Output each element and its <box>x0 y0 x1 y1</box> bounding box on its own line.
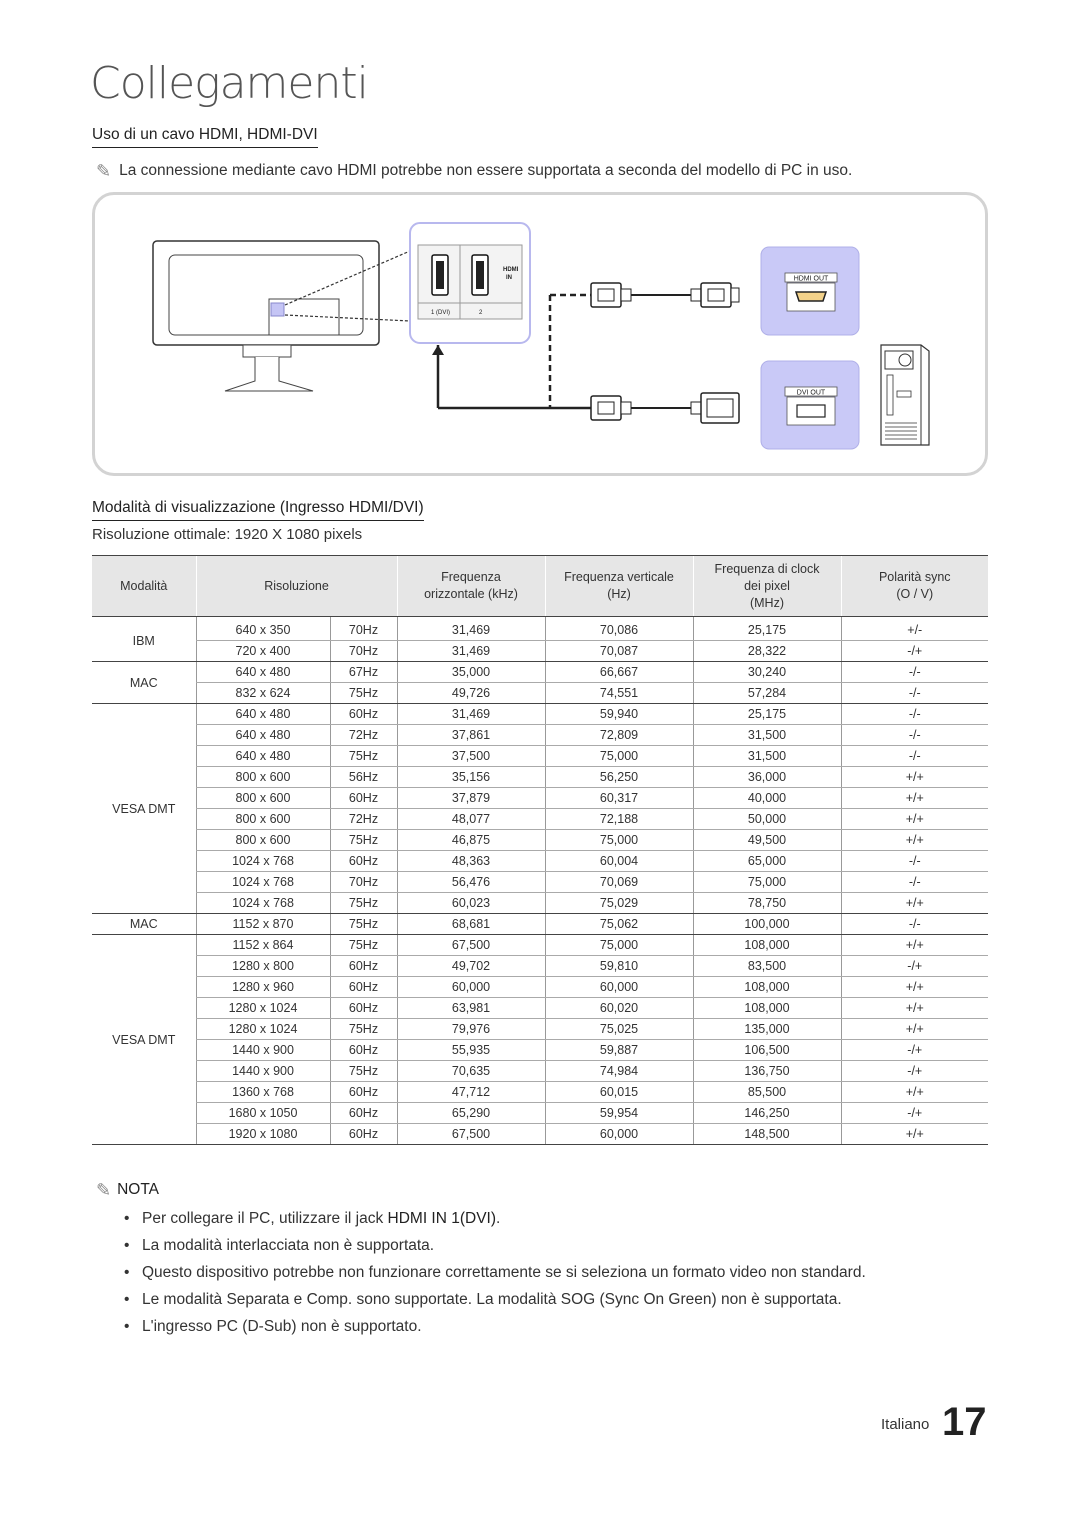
table-row <box>92 977 988 998</box>
hdmi-cable <box>591 283 739 307</box>
hz-cell: 56Hz <box>330 767 397 788</box>
vfreq-cell: 60,000 <box>545 977 693 998</box>
display-modes-table <box>92 555 988 1145</box>
vfreq-cell: 60,015 <box>545 1082 693 1103</box>
table-row <box>92 1082 988 1103</box>
header-hfreq-line1: Frequenza <box>441 570 501 584</box>
hz-cell: 70Hz <box>330 641 397 662</box>
clock-cell: 49,500 <box>693 830 841 851</box>
sync-cell: +/+ <box>841 1019 988 1040</box>
vfreq-cell: 72,188 <box>545 809 693 830</box>
sync-cell: -/- <box>841 662 988 683</box>
table-row <box>92 1040 988 1061</box>
resolution-cell: 1280 x 800 <box>196 956 330 977</box>
sync-cell: +/+ <box>841 1082 988 1103</box>
pencil-note-icon: ✎ <box>96 1180 112 1200</box>
hz-cell: 60Hz <box>330 1040 397 1061</box>
vfreq-cell: 59,940 <box>545 704 693 725</box>
table-row <box>92 893 988 914</box>
notes-list <box>120 1208 1000 1343</box>
vfreq-cell: 70,087 <box>545 641 693 662</box>
header-vfreq-line1: Frequenza verticale <box>564 570 674 584</box>
sync-cell: +/+ <box>841 998 988 1019</box>
hz-cell: 60Hz <box>330 851 397 872</box>
hfreq-cell: 67,500 <box>397 1124 545 1145</box>
table-header-row <box>92 556 988 617</box>
table-row <box>92 683 988 704</box>
vfreq-cell: 60,004 <box>545 851 693 872</box>
clock-cell: 100,000 <box>693 914 841 935</box>
resolution-cell: 640 x 350 <box>196 617 330 641</box>
header-sync <box>841 556 988 617</box>
header-sync-line1: Polarità sync <box>878 570 951 584</box>
hfreq-cell: 31,469 <box>397 704 545 725</box>
resolution-cell: 640 x 480 <box>196 746 330 767</box>
hz-cell: 60Hz <box>330 1124 397 1145</box>
hz-cell: 67Hz <box>330 662 397 683</box>
resolution-cell: 800 x 600 <box>196 767 330 788</box>
hfreq-cell: 60,000 <box>397 977 545 998</box>
hfreq-cell: 46,875 <box>397 830 545 851</box>
table-row <box>92 830 988 851</box>
resolution-cell: 640 x 480 <box>196 704 330 725</box>
nota-heading-text: NOTA <box>117 1181 159 1198</box>
vfreq-cell: 74,984 <box>545 1061 693 1082</box>
hfreq-cell: 37,500 <box>397 746 545 767</box>
sync-cell: +/+ <box>841 809 988 830</box>
table-row <box>92 767 988 788</box>
clock-cell: 25,175 <box>693 704 841 725</box>
vfreq-cell: 75,000 <box>545 830 693 851</box>
table-row <box>92 998 988 1019</box>
clock-cell: 108,000 <box>693 977 841 998</box>
clock-cell: 65,000 <box>693 851 841 872</box>
hdmi-in-label-line1: HDMI <box>503 267 519 273</box>
table-row <box>92 1019 988 1040</box>
hz-cell: 72Hz <box>330 809 397 830</box>
monitor-illustration <box>153 241 410 391</box>
mode-group-label: VESA DMT <box>92 704 196 914</box>
monitor-port-panel <box>410 223 530 343</box>
resolution-cell: 1152 x 870 <box>196 914 330 935</box>
table-row <box>92 725 988 746</box>
display-modes-body <box>92 617 988 1145</box>
table-row <box>92 809 988 830</box>
hz-cell: 75Hz <box>330 914 397 935</box>
list-item: • Questo dispositivo potrebbe non funzionare correttamente se si seleziona un formato video non standard. <box>120 1262 1000 1289</box>
connection-diagram <box>92 192 988 476</box>
resolution-cell: 1360 x 768 <box>196 1082 330 1103</box>
header-clock <box>693 556 841 617</box>
resolution-cell: 800 x 600 <box>196 830 330 851</box>
clock-cell: 57,284 <box>693 683 841 704</box>
vfreq-cell: 56,250 <box>545 767 693 788</box>
sync-cell: -/+ <box>841 641 988 662</box>
hfreq-cell: 35,000 <box>397 662 545 683</box>
hz-cell: 60Hz <box>330 977 397 998</box>
sync-cell: -/- <box>841 746 988 767</box>
clock-cell: 136,750 <box>693 1061 841 1082</box>
pencil-note-icon: ✎ <box>96 161 112 181</box>
resolution-cell: 1280 x 1024 <box>196 998 330 1019</box>
clock-cell: 40,000 <box>693 788 841 809</box>
header-vfreq <box>545 556 693 617</box>
hfreq-cell: 49,726 <box>397 683 545 704</box>
sync-cell: -/- <box>841 704 988 725</box>
vfreq-cell: 60,317 <box>545 788 693 809</box>
resolution-cell: 640 x 480 <box>196 662 330 683</box>
hfreq-cell: 37,861 <box>397 725 545 746</box>
hdmi-support-note-text: La connessione mediante cavo HDMI potrebbe non essere supportata a seconda del modello di PC in uso. <box>119 162 853 179</box>
resolution-cell: 1440 x 900 <box>196 1040 330 1061</box>
hfreq-cell: 31,469 <box>397 641 545 662</box>
sync-cell: +/+ <box>841 935 988 956</box>
table-row <box>92 662 988 683</box>
note-1-post: . <box>496 1210 501 1227</box>
hfreq-cell: 48,077 <box>397 809 545 830</box>
sync-cell: -/- <box>841 914 988 935</box>
clock-cell: 28,322 <box>693 641 841 662</box>
hfreq-cell: 70,635 <box>397 1061 545 1082</box>
vfreq-cell: 75,025 <box>545 1019 693 1040</box>
vfreq-cell: 75,000 <box>545 746 693 767</box>
header-clock-line3: (MHz) <box>749 595 784 610</box>
hz-cell: 60Hz <box>330 704 397 725</box>
hz-cell: 75Hz <box>330 683 397 704</box>
pc-tower-illustration <box>881 345 929 445</box>
resolution-cell: 1440 x 900 <box>196 1061 330 1082</box>
header-hfreq <box>397 556 545 617</box>
hz-cell: 72Hz <box>330 725 397 746</box>
sync-cell: +/+ <box>841 788 988 809</box>
sync-cell: -/+ <box>841 1040 988 1061</box>
sync-cell: +/+ <box>841 830 988 851</box>
clock-cell: 146,250 <box>693 1103 841 1124</box>
hfreq-cell: 31,469 <box>397 617 545 641</box>
vfreq-cell: 75,062 <box>545 914 693 935</box>
resolution-cell: 1024 x 768 <box>196 893 330 914</box>
mode-group-label: VESA DMT <box>92 935 196 1145</box>
sync-cell: +/+ <box>841 977 988 998</box>
vfreq-cell: 59,810 <box>545 956 693 977</box>
list-item: • La modalità interlacciata non è supportata. <box>120 1235 1000 1262</box>
hz-cell: 75Hz <box>330 1019 397 1040</box>
resolution-cell: 640 x 480 <box>196 725 330 746</box>
table-row <box>92 956 988 977</box>
sync-cell: +/+ <box>841 767 988 788</box>
table-row <box>92 914 988 935</box>
table-row <box>92 617 988 641</box>
table-row <box>92 1061 988 1082</box>
sync-cell: +/+ <box>841 1124 988 1145</box>
hfreq-cell: 55,935 <box>397 1040 545 1061</box>
resolution-cell: 800 x 600 <box>196 809 330 830</box>
hz-cell: 60Hz <box>330 998 397 1019</box>
vfreq-cell: 72,809 <box>545 725 693 746</box>
hz-cell: 70Hz <box>330 617 397 641</box>
nota-heading <box>96 1181 159 1199</box>
hfreq-cell: 37,879 <box>397 788 545 809</box>
vfreq-cell: 70,069 <box>545 872 693 893</box>
hz-cell: 60Hz <box>330 1103 397 1124</box>
pc-dvi-out-panel <box>761 361 859 449</box>
sync-cell: -/+ <box>841 1061 988 1082</box>
optimal-resolution: Risoluzione ottimale: 1920 X 1080 pixels <box>92 526 363 543</box>
clock-cell: 31,500 <box>693 725 841 746</box>
vfreq-cell: 70,086 <box>545 617 693 641</box>
hfreq-cell: 63,981 <box>397 998 545 1019</box>
list-item: • L'ingresso PC (D-Sub) non è supportato. <box>120 1316 1000 1343</box>
resolution-cell: 1680 x 1050 <box>196 1103 330 1124</box>
header-hfreq-line2: orizzontale (kHz) <box>424 587 518 601</box>
hfreq-cell: 48,363 <box>397 851 545 872</box>
clock-cell: 83,500 <box>693 956 841 977</box>
hz-cell: 70Hz <box>330 872 397 893</box>
page-title: Collegamenti <box>90 58 368 109</box>
hdmi-dvi-cable <box>591 393 739 423</box>
table-row <box>92 704 988 725</box>
table-row <box>92 935 988 956</box>
hz-cell: 75Hz <box>330 935 397 956</box>
footer-language: Italiano <box>881 1416 930 1433</box>
hz-cell: 75Hz <box>330 893 397 914</box>
hz-cell: 75Hz <box>330 746 397 767</box>
clock-cell: 108,000 <box>693 998 841 1019</box>
clock-cell: 30,240 <box>693 662 841 683</box>
hz-cell: 60Hz <box>330 1082 397 1103</box>
vfreq-cell: 60,000 <box>545 1124 693 1145</box>
pc-hdmi-out-panel <box>761 247 859 335</box>
clock-cell: 148,500 <box>693 1124 841 1145</box>
clock-cell: 78,750 <box>693 893 841 914</box>
resolution-cell: 1024 x 768 <box>196 851 330 872</box>
port2-label: 2 <box>479 310 483 316</box>
clock-cell: 85,500 <box>693 1082 841 1103</box>
vfreq-cell: 74,551 <box>545 683 693 704</box>
list-item <box>120 1208 1000 1235</box>
resolution-cell: 800 x 600 <box>196 788 330 809</box>
clock-cell: 106,500 <box>693 1040 841 1061</box>
clock-cell: 135,000 <box>693 1019 841 1040</box>
sync-cell: -/+ <box>841 1103 988 1124</box>
resolution-cell: 1920 x 1080 <box>196 1124 330 1145</box>
header-clock-line1: Frequenza di clock <box>714 561 820 576</box>
clock-cell: 108,000 <box>693 935 841 956</box>
hfreq-cell: 65,290 <box>397 1103 545 1124</box>
hfreq-cell: 68,681 <box>397 914 545 935</box>
hz-cell: 75Hz <box>330 1061 397 1082</box>
header-resolution: Risoluzione <box>196 556 397 617</box>
resolution-cell: 720 x 400 <box>196 641 330 662</box>
mode-group-label: IBM <box>92 617 196 662</box>
note-1-pre: Per collegare il PC, utilizzare il jack <box>142 1210 388 1227</box>
sync-cell: -/+ <box>841 956 988 977</box>
page-number: 17 <box>942 1400 987 1444</box>
header-sync-line2: (O / V) <box>896 587 934 601</box>
clock-cell: 25,175 <box>693 617 841 641</box>
resolution-cell: 1152 x 864 <box>196 935 330 956</box>
mode-group-label: MAC <box>92 914 196 935</box>
vfreq-cell: 75,029 <box>545 893 693 914</box>
table-row <box>92 1124 988 1145</box>
section-heading-display-modes: Modalità di visualizzazione (Ingresso HDMI/DVI) <box>92 499 424 521</box>
hfreq-cell: 56,476 <box>397 872 545 893</box>
dvi-out-label: DVI OUT <box>796 389 826 397</box>
hfreq-cell: 79,976 <box>397 1019 545 1040</box>
table-row <box>92 788 988 809</box>
table-row <box>92 1103 988 1124</box>
resolution-cell: 832 x 624 <box>196 683 330 704</box>
section-heading-hdmi-cable: Uso di un cavo HDMI, HDMI-DVI <box>92 126 318 148</box>
hfreq-cell: 67,500 <box>397 935 545 956</box>
clock-cell: 36,000 <box>693 767 841 788</box>
resolution-cell: 1280 x 960 <box>196 977 330 998</box>
hfreq-cell: 47,712 <box>397 1082 545 1103</box>
vfreq-cell: 59,954 <box>545 1103 693 1124</box>
port1-label: 1 (DVI) <box>431 310 451 316</box>
header-vfreq-line2: (Hz) <box>607 587 631 601</box>
vfreq-cell: 66,667 <box>545 662 693 683</box>
vfreq-cell: 59,887 <box>545 1040 693 1061</box>
vfreq-cell: 75,000 <box>545 935 693 956</box>
hdmi-out-label: HDMI OUT <box>793 275 829 283</box>
sync-cell: -/- <box>841 872 988 893</box>
hdmi-in-label-line2: IN <box>506 275 512 281</box>
mode-group-label: MAC <box>92 662 196 704</box>
hfreq-cell: 49,702 <box>397 956 545 977</box>
hz-cell: 60Hz <box>330 956 397 977</box>
clock-cell: 75,000 <box>693 872 841 893</box>
clock-cell: 31,500 <box>693 746 841 767</box>
hdmi-support-note <box>96 162 852 180</box>
list-item: • Le modalità Separata e Comp. sono supportate. La modalità SOG (Sync On Green) non è supportata. <box>120 1289 1000 1316</box>
sync-cell: -/- <box>841 851 988 872</box>
clock-cell: 50,000 <box>693 809 841 830</box>
resolution-cell: 1280 x 1024 <box>196 1019 330 1040</box>
sync-cell: +/- <box>841 617 988 641</box>
resolution-cell: 1024 x 768 <box>196 872 330 893</box>
hfreq-cell: 35,156 <box>397 767 545 788</box>
table-row <box>92 851 988 872</box>
header-mode: Modalità <box>92 556 196 617</box>
table-row <box>92 746 988 767</box>
hfreq-cell: 60,023 <box>397 893 545 914</box>
sync-cell: +/+ <box>841 893 988 914</box>
connection-diagram-svg <box>95 195 985 473</box>
sync-cell: -/- <box>841 725 988 746</box>
sync-cell: -/- <box>841 683 988 704</box>
vfreq-cell: 60,020 <box>545 998 693 1019</box>
table-row <box>92 641 988 662</box>
hz-cell: 75Hz <box>330 830 397 851</box>
table-row <box>92 872 988 893</box>
header-clock-line2: dei pixel <box>744 578 790 593</box>
note-1-jack: HDMI IN 1(DVI) <box>387 1210 497 1227</box>
hz-cell: 60Hz <box>330 788 397 809</box>
